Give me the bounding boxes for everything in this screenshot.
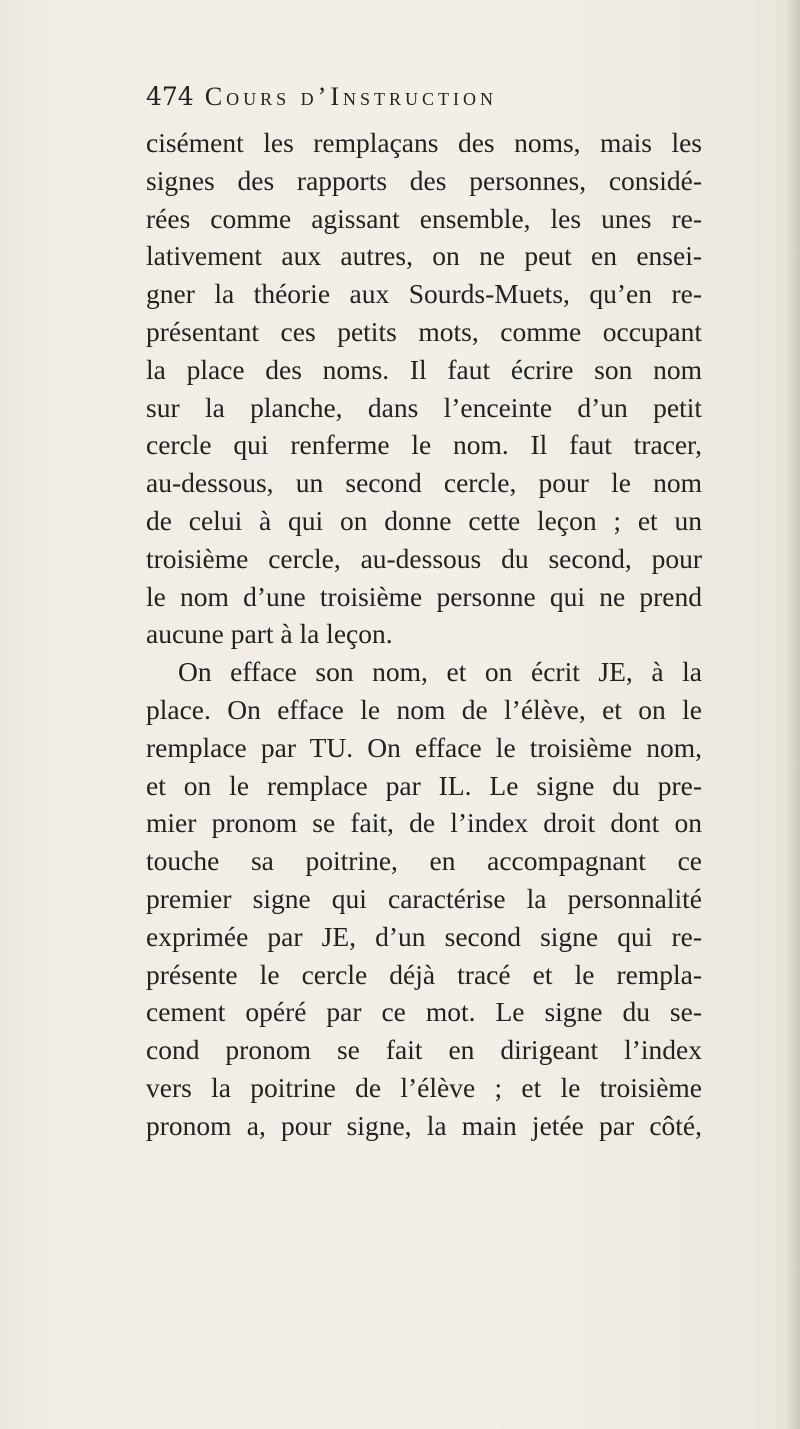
text-line: premier signe qui caractérise la personnalité: [146, 882, 702, 914]
text-line: touche sa poitrine, en accompagnant ce: [146, 845, 702, 877]
text-line: sur la planche, dans l’enceinte d’un petit: [146, 391, 702, 423]
text-line: cercle qui renferme le nom. Il faut tracer,: [146, 429, 702, 461]
text-line: pronom a, pour signe, la main jetée par côté,: [146, 1109, 702, 1141]
text-line: cisément les remplaçans des noms, mais les: [146, 127, 702, 158]
text-line: de celui à qui on donne cette leçon ; et un: [146, 504, 702, 536]
text-line: On efface son nom, et on écrit JE, à la: [178, 656, 702, 688]
text-line: lativement aux autres, on ne peut en ensei-: [146, 240, 702, 272]
page-edge-shadow: [786, 0, 800, 1429]
text-line: vers la poitrine de l’élève ; et le troisième: [146, 1071, 702, 1103]
text-line: et on le remplace par IL. Le signe du pre-: [146, 769, 702, 801]
text-line: place. On efface le nom de l’élève, et on le: [146, 693, 702, 725]
text-line: présente le cercle déjà tracé et le rempla-: [146, 958, 702, 990]
text-line: cement opéré par ce mot. Le signe du se-: [146, 996, 702, 1028]
text-line: exprimée par JE, d’un second signe qui re-: [146, 920, 702, 952]
text-line: la place des noms. Il faut écrire son nom: [146, 353, 702, 385]
page-header: [146, 82, 706, 122]
text-line: le nom d’une troisième personne qui ne prend: [146, 580, 702, 612]
text-line: cond pronom se fait en dirigeant l’index: [146, 1034, 702, 1066]
text-line: gner la théorie aux Sourds-Muets, qu’en re-: [146, 278, 702, 310]
page-number: 474: [146, 82, 194, 111]
text-line: rées comme agissant ensemble, les unes re-: [146, 202, 702, 234]
body-text: [146, 124, 702, 1145]
text-line: présentant ces petits mots, comme occupant: [146, 315, 702, 347]
running-title: Cours d’Instruction: [204, 82, 497, 111]
text-line: mier pronom se fait, de l’index droit dont on: [146, 807, 702, 839]
text-line: aucune part à la leçon.: [146, 618, 393, 650]
text-line: troisième cercle, au-dessous du second, pour: [146, 542, 702, 574]
text-line: signes des rapports des personnes, considé-: [146, 164, 702, 196]
text-line: au-dessous, un second cercle, pour le nom: [146, 467, 702, 499]
text-line: remplace par TU. On efface le troisième nom,: [146, 731, 702, 763]
